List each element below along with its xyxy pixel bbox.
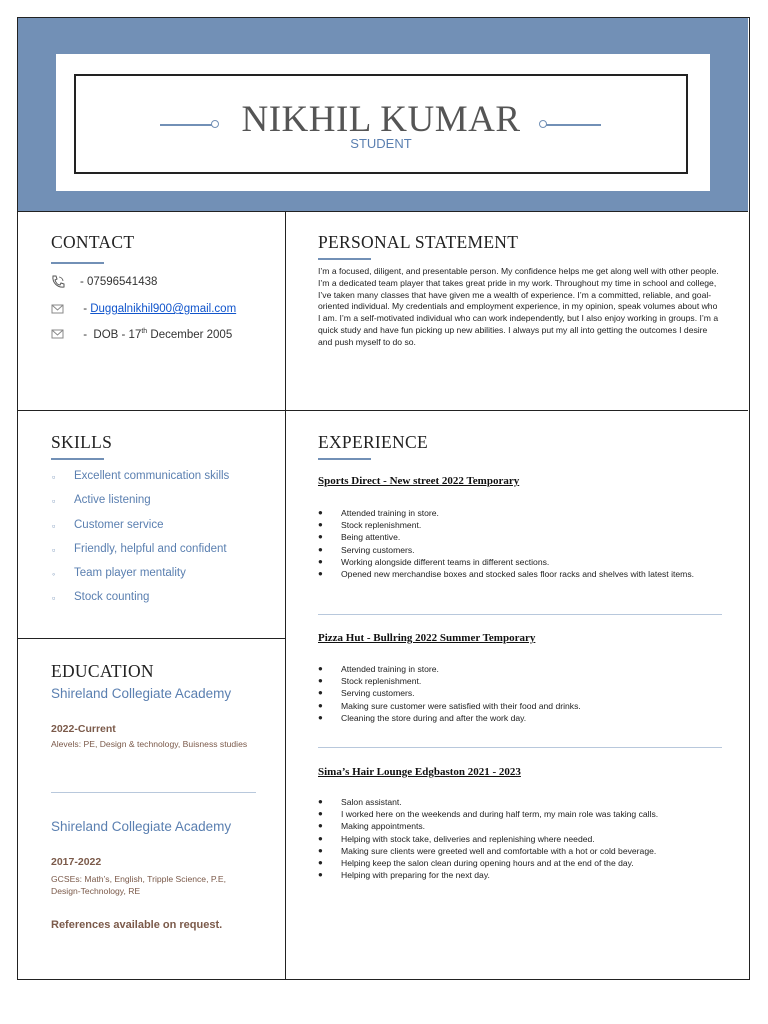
bullet-icon: ● — [318, 700, 323, 710]
education-desc-1: Alevels: PE, Design & technology, Buisness studies — [51, 739, 248, 749]
contact-phone-row — [50, 275, 157, 289]
list-item — [52, 470, 229, 494]
experience-title: EXPERIENCE — [318, 432, 428, 452]
skills-title: SKILLS — [51, 432, 113, 452]
row-divider-1 — [18, 410, 748, 411]
job-duty: Helping keep the salon clean during opening hours and at the end of the day. — [341, 858, 634, 869]
list-item — [52, 591, 229, 615]
phone-number: - 07596541438 — [80, 276, 158, 288]
bullet-icon: ● — [318, 569, 323, 579]
statement-text: I’m a focused, diligent, and presentable person. My confidence helps me get along well with other people. I’m a dedicated team player that takes great pride in my work. Throughout my time in school and college, I’ve taken many classes that have given me a wealth of experience. I’m a committed, reliable, and goal-oriented individual. My credentials and employment experience, in my opinion, speak volumes about who I am. I’m a self-motivated individual who can work independently, but I also enjoy working in groups. I’m a quick study and have fun picking up new abilities. I always put my all into getting the outcomes I desire and push myself to do so. — [318, 266, 719, 347]
bullet-icon: ● — [318, 809, 323, 819]
contact-email-row — [50, 302, 236, 316]
skills-underline — [51, 458, 104, 460]
resume-page — [17, 17, 750, 980]
bullet-icon: ▫ — [52, 544, 56, 555]
list-item — [318, 700, 723, 712]
bullet-icon: ▫ — [52, 496, 56, 507]
bullet-icon: ▫ — [52, 593, 56, 604]
job-duty: Serving customers. — [341, 544, 415, 555]
bullet-icon: ◦ — [52, 569, 56, 580]
dob-sup: th — [141, 327, 148, 335]
list-item — [318, 544, 723, 556]
list-item — [318, 568, 723, 580]
job-list-2 — [318, 663, 723, 724]
list-item — [318, 833, 723, 845]
bullet-icon: ▫ — [52, 472, 56, 482]
list-item — [318, 519, 723, 531]
list-item — [318, 857, 723, 869]
skill-label: Friendly, helpful and confident — [74, 542, 227, 555]
list-item — [318, 687, 723, 699]
list-item — [52, 519, 229, 543]
job-separator-2 — [318, 747, 722, 748]
candidate-role: STUDENT — [350, 136, 412, 151]
bullet-icon: ● — [318, 821, 323, 831]
skills-list — [52, 470, 229, 616]
bullet-icon: ● — [318, 556, 323, 566]
job-duty: Stock replenishment. — [341, 676, 422, 687]
column-divider — [285, 211, 286, 980]
contact-underline — [51, 262, 104, 264]
job-title-2: Pizza Hut - Bullring 2022 Summer Temporary — [318, 632, 536, 644]
mail-icon — [50, 327, 66, 341]
bullet-icon: ● — [318, 688, 323, 698]
list-item — [52, 567, 229, 591]
header-panel — [56, 54, 710, 191]
bullet-icon: ● — [318, 833, 323, 843]
job-title-3: Sima’s Hair Lounge Edgbaston 2021 - 2023 — [318, 766, 521, 778]
bullet-icon: ● — [318, 520, 323, 530]
education-school-2: Shireland Collegiate Academy — [51, 819, 232, 834]
job-duty: Salon assistant. — [341, 797, 402, 807]
dob-suffix: December 2005 — [147, 328, 233, 341]
dob-text — [80, 328, 232, 341]
list-item — [318, 712, 723, 724]
experience-underline — [318, 458, 371, 460]
skill-label: Stock counting — [74, 591, 150, 604]
job-separator-1 — [318, 614, 722, 615]
education-desc-2: GCSEs: Math’s, English, Tripple Science, P.E, Design-Technology, RE — [51, 874, 226, 896]
education-separator — [51, 792, 256, 793]
list-item — [318, 675, 723, 687]
contact-dob-row — [50, 327, 232, 341]
job-list-3 — [318, 796, 723, 881]
list-item — [318, 556, 723, 568]
email-link[interactable]: Duggalnikhil900@gmail.com — [90, 303, 237, 315]
job-list-1 — [318, 507, 723, 580]
job-duty: I worked here on the weekends and during half term, my main role was taking calls. — [341, 809, 659, 820]
list-item — [52, 543, 229, 567]
bullet-icon: ● — [318, 532, 323, 542]
job-duty: Attended training in store. — [341, 508, 439, 518]
education-years-2: 2017-2022 — [51, 856, 102, 868]
job-duty: Opened new merchandise boxes and stocked sales floor racks and shelves with latest items. — [341, 569, 695, 580]
education-years-1: 2022-Current — [51, 723, 116, 735]
mail-icon — [50, 302, 66, 316]
job-duty: Attended training in store. — [341, 664, 439, 674]
name-box — [74, 74, 688, 174]
references-note: References available on request. — [51, 919, 223, 931]
list-item — [318, 531, 723, 543]
education-school-1: Shireland Collegiate Academy — [51, 686, 232, 701]
dob-prefix: - DOB - 17 — [80, 328, 142, 341]
row-divider-2 — [18, 638, 285, 639]
list-item — [318, 869, 723, 881]
bullet-icon: ● — [318, 544, 323, 554]
statement-underline — [318, 258, 371, 260]
skill-label: Active listening — [74, 494, 151, 507]
job-duty: Working alongside different teams in different sections. — [341, 556, 550, 567]
bullet-icon: ● — [318, 712, 323, 722]
job-title-1: Sports Direct - New street 2022 Temporary — [318, 475, 520, 487]
list-item — [52, 494, 229, 518]
list-item — [318, 845, 723, 857]
education-title: EDUCATION — [51, 661, 154, 681]
header-banner — [18, 18, 748, 212]
job-duty: Helping with stock take, deliveries and replenishing where needed. — [341, 833, 595, 844]
list-item — [318, 507, 723, 519]
list-item — [318, 663, 723, 675]
skill-label: Excellent communication skills — [74, 470, 230, 482]
job-duty: Making sure clients were greeted well and comfortable with a hot or cold beverage. — [341, 845, 657, 856]
email-prefix: - — [80, 303, 91, 315]
bullet-icon: ● — [318, 845, 323, 855]
statement-title: PERSONAL STATEMENT — [318, 232, 519, 252]
job-duty: Helping with preparing for the next day. — [341, 870, 490, 881]
job-duty: Cleaning the store during and after the work day. — [341, 712, 527, 723]
candidate-name: NIKHIL KUMAR — [241, 99, 521, 140]
bullet-icon: ● — [318, 797, 323, 806]
bullet-icon: ● — [318, 870, 323, 880]
job-duty: Serving customers. — [341, 688, 415, 699]
list-item — [318, 820, 723, 832]
bullet-icon: ▫ — [52, 520, 56, 531]
contact-title: CONTACT — [51, 232, 135, 252]
bullet-icon: ● — [318, 676, 323, 686]
bullet-icon: ● — [318, 664, 323, 673]
job-duty: Making sure customer were satisfied with their food and drinks. — [341, 700, 581, 711]
skill-label: Team player mentality — [74, 567, 186, 580]
skill-label: Customer service — [74, 518, 164, 531]
bullet-icon: ● — [318, 508, 323, 517]
phone-icon — [50, 275, 66, 289]
bullet-icon: ● — [318, 858, 323, 868]
list-item — [318, 796, 723, 808]
job-duty: Being attentive. — [341, 532, 401, 543]
list-item — [318, 808, 723, 820]
job-duty: Stock replenishment. — [341, 520, 422, 531]
job-duty: Making appointments. — [341, 821, 426, 832]
